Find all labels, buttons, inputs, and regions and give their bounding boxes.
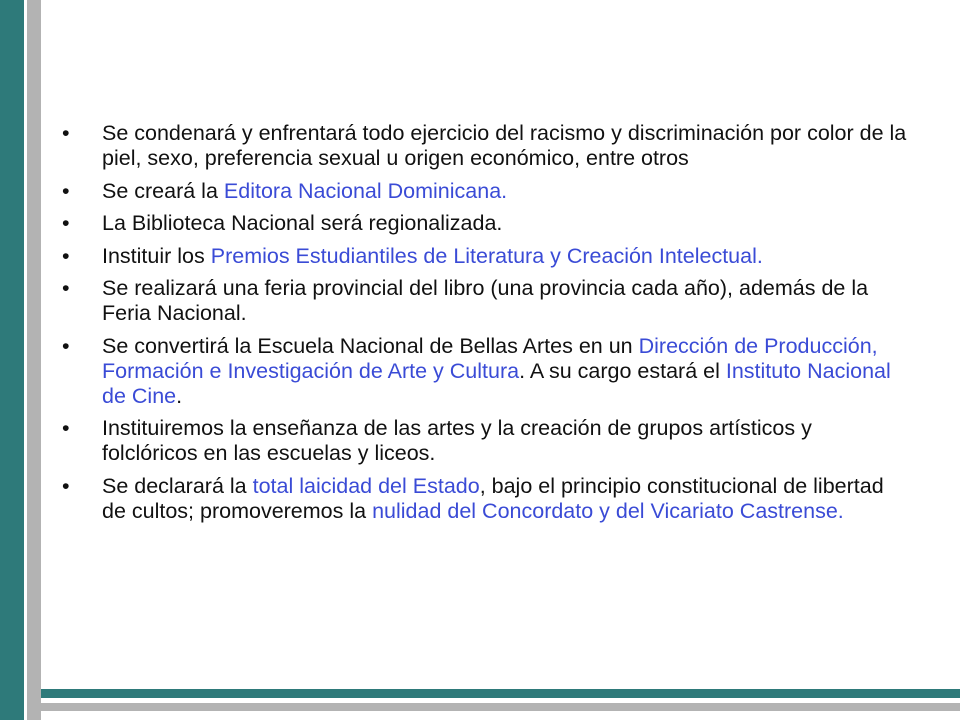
- bullet-text: [102, 416, 812, 465]
- bullet-dot-icon: •: [62, 178, 70, 203]
- highlight-run: .: [501, 178, 508, 203]
- bullet-dot-icon: •: [62, 473, 70, 498]
- bullet-item: [62, 276, 912, 326]
- bullet-item: [62, 244, 912, 269]
- text-run: La Biblioteca Nacional será regionalizada.: [102, 211, 503, 235]
- highlight-run: .: [756, 243, 763, 268]
- bullet-item: [62, 416, 912, 466]
- bullet-item: [62, 334, 912, 409]
- left-teal-bar: [0, 0, 24, 720]
- text-run: Se creará la: [102, 178, 224, 203]
- bullet-dot-icon: •: [62, 276, 70, 300]
- highlight-run: .: [837, 498, 844, 523]
- bullet-item: [62, 474, 912, 524]
- bullet-dot-icon: •: [62, 211, 70, 235]
- bullet-dot-icon: •: [62, 243, 70, 268]
- text-run: Se declarará la: [102, 473, 253, 498]
- text-run: Instituir los: [102, 243, 211, 268]
- text-run: , bajo el principio constitucional de libertad de cultos; promoveremos la: [102, 473, 884, 523]
- bullet-text: [102, 121, 906, 170]
- highlight-run: Dirección de Producción, Formación e Investigación de Arte y Cultura: [102, 333, 878, 383]
- bullet-dot-icon: •: [62, 333, 70, 358]
- highlight-run: nulidad del Concordato y del Vicariato Castrense: [372, 498, 838, 523]
- bottom-gray-bar: [41, 703, 960, 711]
- bullet-text: [102, 334, 891, 408]
- bullet-dot-icon: •: [62, 121, 70, 145]
- bullet-item: [62, 211, 912, 236]
- bullet-item: [62, 179, 912, 204]
- highlight-run: total laicidad del Estado: [252, 473, 480, 498]
- text-run: Instituiremos la enseñanza de las artes y la creación de grupos artísticos y folclóricos en las escuelas y liceos.: [102, 416, 812, 465]
- highlight-run: Premios Estudiantiles de Literatura y Creación Intelectual: [210, 243, 757, 268]
- bullet-dot-icon: •: [62, 416, 70, 440]
- bullet-text: [102, 276, 868, 325]
- bullet-text: [102, 244, 763, 268]
- text-run: .: [176, 383, 183, 408]
- left-gray-bar: [27, 0, 41, 720]
- bullet-text: [102, 179, 507, 203]
- text-run: Se realizará una feria provincial del libro (una provincia cada año), además de la Feria Nacional.: [102, 276, 869, 325]
- text-run: . A su cargo estará el: [519, 358, 726, 383]
- text-run: Se convertirá la Escuela Nacional de Bellas Artes en un: [102, 333, 639, 358]
- highlight-run: Instituto Nacional de Cine: [102, 358, 891, 408]
- bullet-text: [102, 211, 502, 235]
- bottom-teal-bar: [41, 689, 960, 698]
- bullet-item: [62, 121, 912, 171]
- slide-content: [62, 121, 912, 531]
- text-run: Se condenará y enfrentará todo ejercicio del racismo y discriminación por color de la piel, sexo, preferencia sexual u origen económico, entre otros: [102, 121, 907, 170]
- highlight-run: Editora Nacional Dominicana: [223, 178, 502, 203]
- bullet-list: [62, 121, 912, 524]
- bullet-text: [102, 474, 884, 523]
